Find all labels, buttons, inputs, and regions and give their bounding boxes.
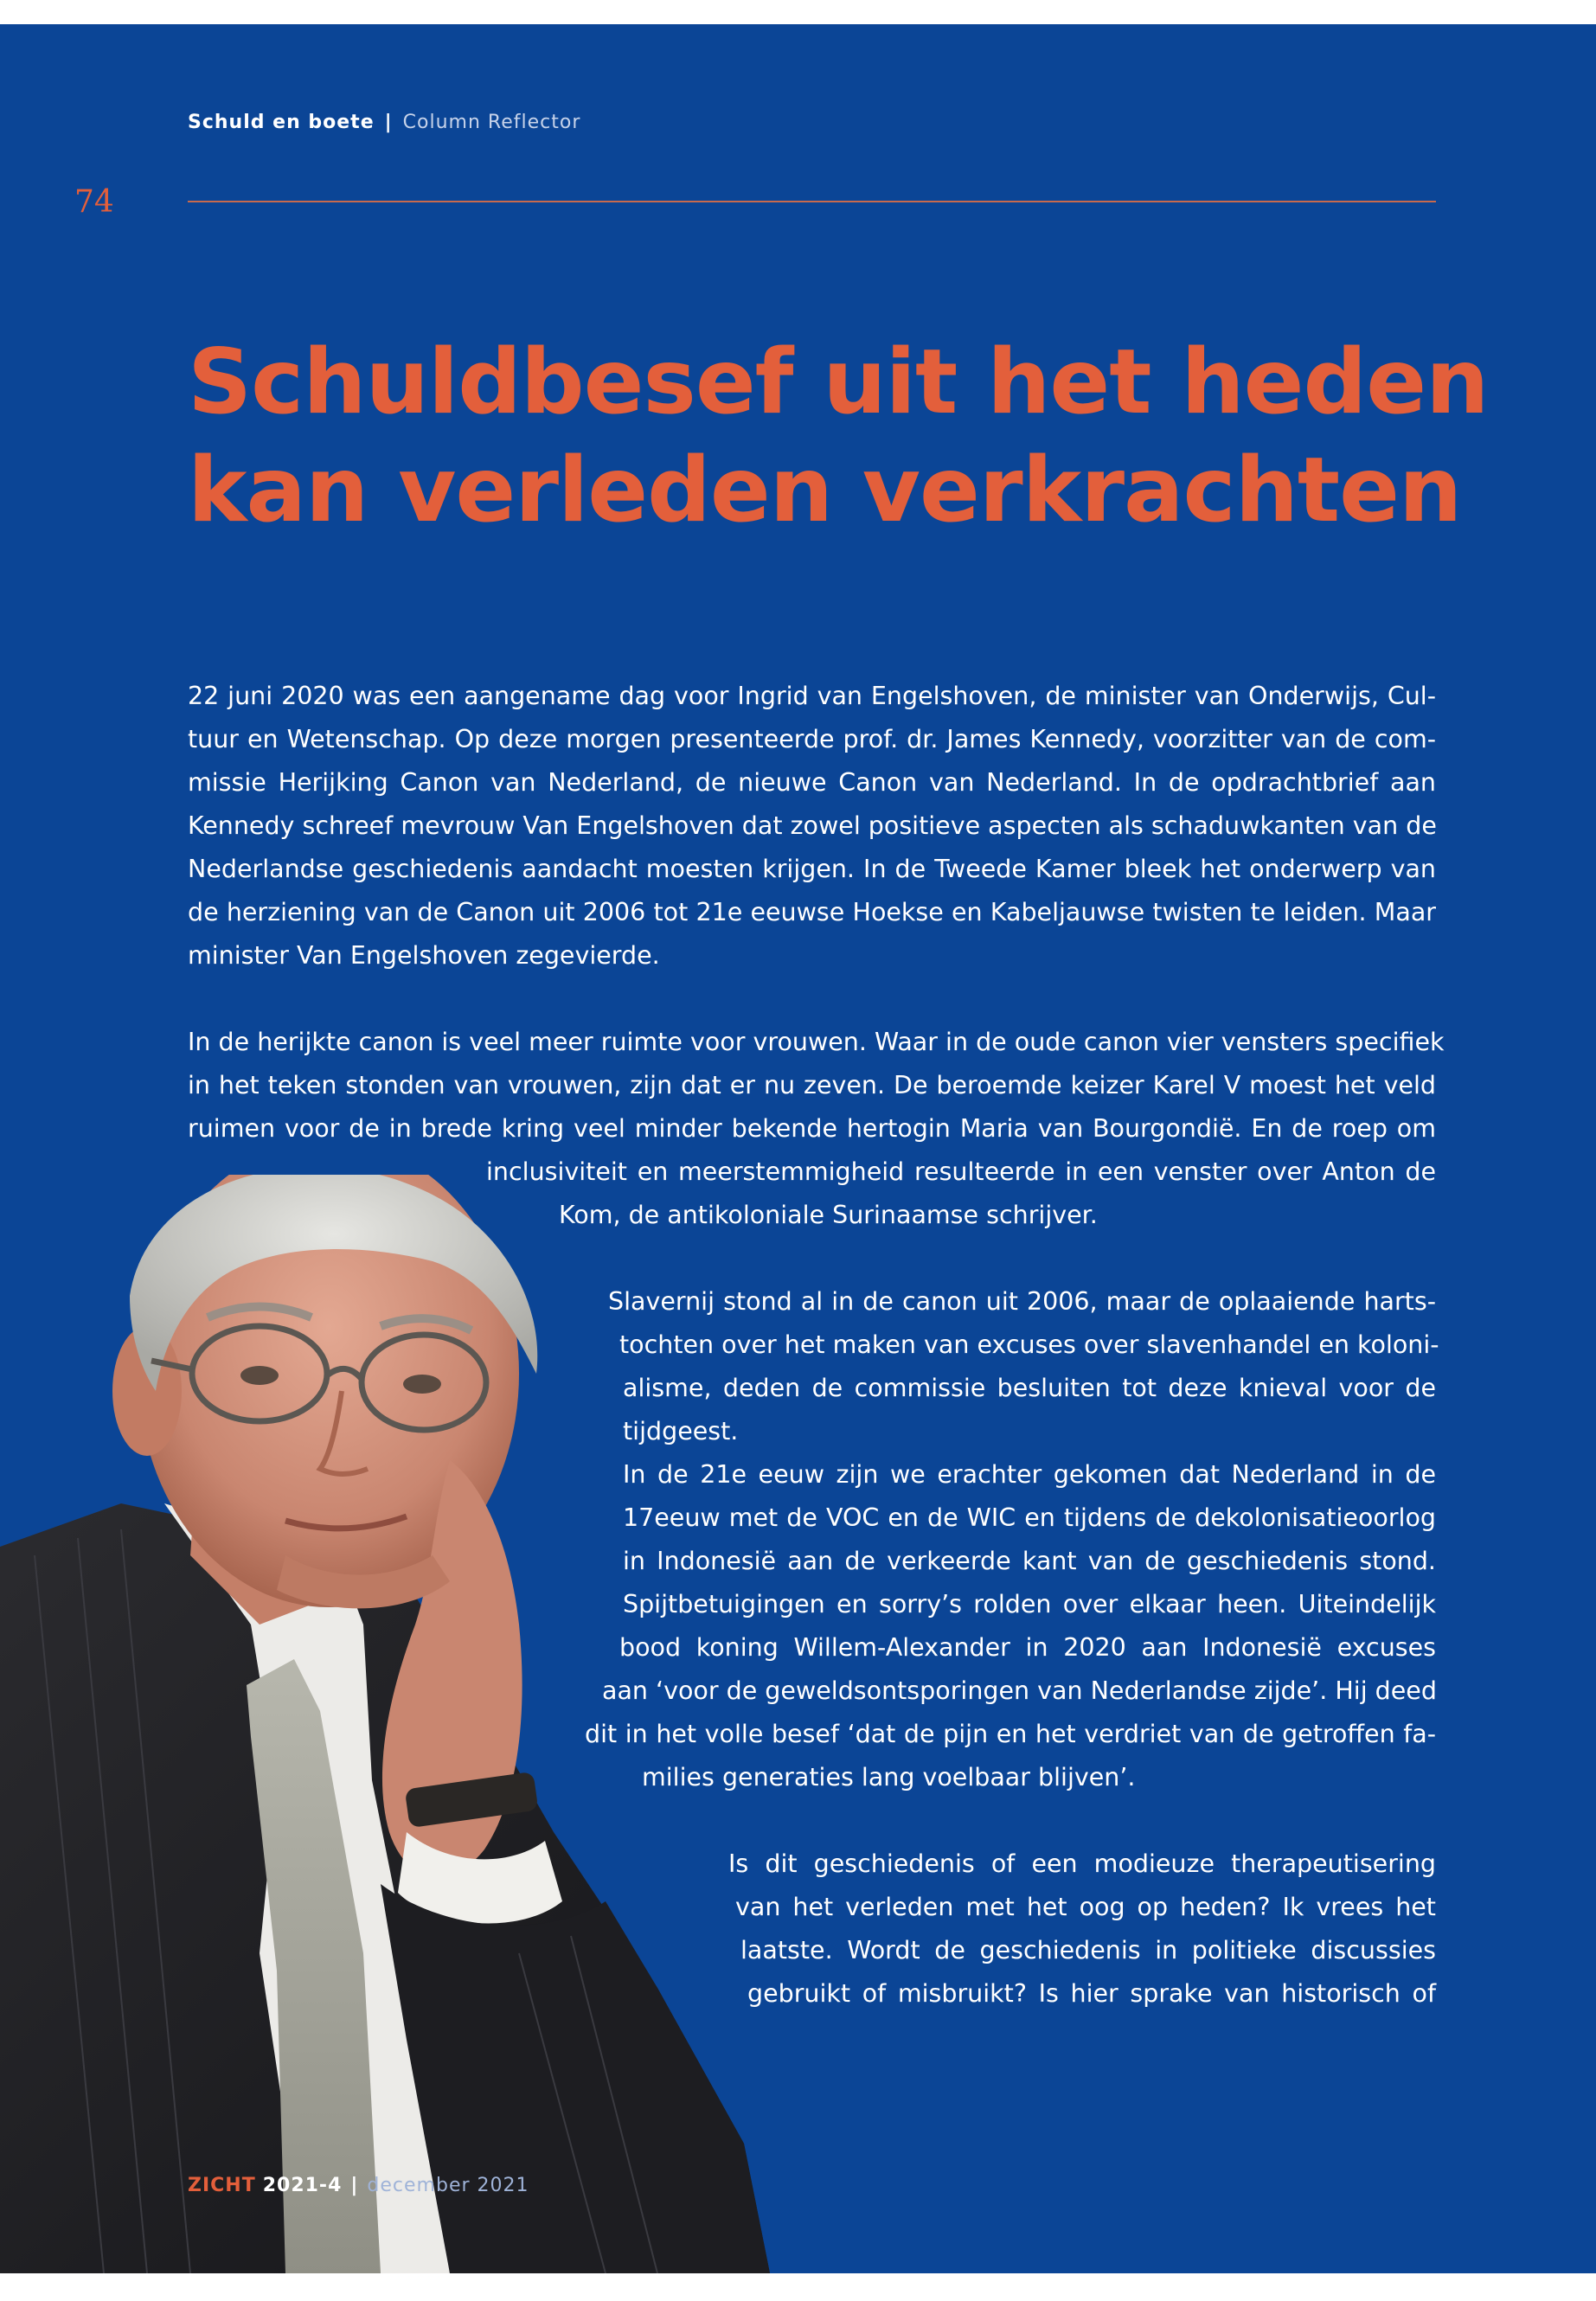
body-line: Kennedy schreef mevrouw Van Engelshoven dat zowel positieve aspecten als schaduwkanten van de — [188, 811, 1437, 840]
body-line: in Indonesië aan de verkeerde kant van de geschiedenis stond. — [623, 1547, 1436, 1575]
body-line: Nederlandse geschiedenis aandacht moesten krijgen. In de Tweede Kamer bleek het onderwerp van — [188, 855, 1436, 883]
body-line: milies generaties lang voelbaar blijven’. — [642, 1763, 1136, 1791]
body-line: van het verleden met het oog op heden? Ik vrees het — [735, 1893, 1436, 1921]
body-line: gebruikt of misbruikt? Is hier sprake van historisch of — [747, 1979, 1436, 2008]
headline-line-1: Schuldbesef uit het heden — [188, 330, 1489, 434]
body-line: tijdgeest. — [623, 1417, 739, 1445]
body-line: minister Van Engelshoven zegevierde. — [188, 941, 660, 970]
body-line: tochten over het maken van excuses over slavenhandel en koloni- — [619, 1330, 1439, 1359]
issue-number: 2021-4 — [262, 2175, 343, 2196]
body-line: missie Herijking Canon van Nederland, de nieuwe Canon van Nederland. In de opdrachtbrief aan — [188, 768, 1436, 797]
article-body — [0, 24, 1596, 2273]
page-footer — [188, 2175, 529, 2196]
section-title: Schuld en boete — [188, 112, 375, 133]
body-line: alisme, deden de commissie besluiten tot deze knieval voor de — [623, 1374, 1436, 1402]
header-separator: | — [384, 112, 393, 133]
issue-date: december 2021 — [367, 2175, 529, 2196]
magazine-page — [0, 24, 1596, 2273]
body-line: 22 juni 2020 was een aangename dag voor Ingrid van Engelshoven, de minister van Onderwijs, Cul- — [188, 682, 1436, 710]
page-number: 74 — [74, 184, 114, 220]
body-line: Kom, de antikoloniale Surinaamse schrijver. — [559, 1201, 1098, 1229]
body-line: in het teken stonden van vrouwen, zijn dat er nu zeven. De beroemde keizer Karel V moest het veld — [188, 1071, 1436, 1099]
body-line: ruimen voor de in brede kring veel minder bekende hertogin Maria van Bourgondië. En de roep om — [188, 1114, 1436, 1143]
body-line: aan ‘voor de geweldsontsporingen van Nederlandse zijde’. Hij deed — [602, 1676, 1437, 1705]
column-name: Column Reflector — [402, 112, 581, 133]
body-line: Slavernij stond al in de canon uit 2006, maar de oplaaiende harts- — [608, 1287, 1436, 1316]
body-line: Spijtbetuigingen en sorry’s rolden over elkaar heen. Uiteindelijk — [623, 1590, 1436, 1618]
body-line: tuur en Wetenschap. Op deze morgen presenteerde prof. dr. James Kennedy, voorzitter van de com- — [188, 725, 1436, 753]
body-line: de herziening van de Canon uit 2006 tot 21e eeuwse Hoekse en Kabeljauwse twisten te leiden. Maar — [188, 898, 1436, 926]
body-line: 17eeuw met de VOC en de WIC en tijdens de dekolonisatieoorlog — [623, 1503, 1436, 1532]
body-line: dit in het volle besef ‘dat de pijn en het verdriet van de getroffen fa- — [585, 1720, 1436, 1748]
body-line: bood koning Willem-Alexander in 2020 aan Indonesië excuses — [619, 1633, 1436, 1662]
magazine-brand: ZICHT — [188, 2175, 256, 2196]
body-line: inclusiviteit en meerstemmigheid resulteerde in een venster over Anton de — [486, 1157, 1436, 1186]
footer-separator: | — [350, 2175, 359, 2196]
body-line: In de herijkte canon is veel meer ruimte voor vrouwen. Waar in de oude canon vier vensters specifiek — [188, 1028, 1445, 1056]
headline-line-2: kan verleden verkrachten — [188, 439, 1462, 542]
body-line: In de 21e eeuw zijn we erachter gekomen dat Nederland in de — [623, 1460, 1436, 1489]
body-line: Is dit geschiedenis of een modieuze therapeutisering — [728, 1849, 1436, 1878]
body-line: laatste. Wordt de geschiedenis in politieke discussies — [740, 1936, 1436, 1965]
